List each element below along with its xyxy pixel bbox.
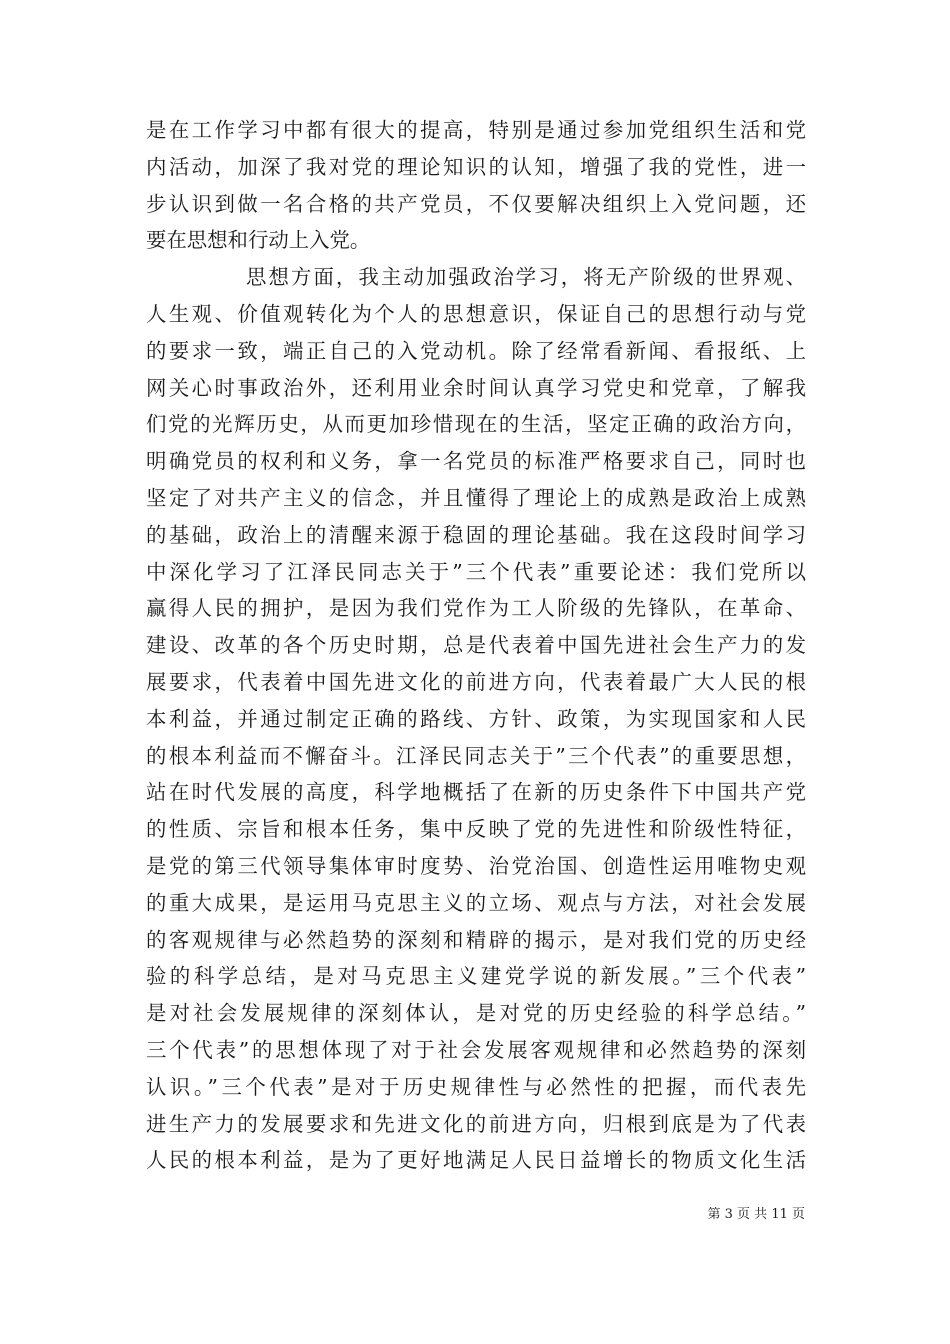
text-line: 明确党员的权利和义务，拿一名党员的标准严格要求自己，同时也 — [146, 449, 806, 474]
text-line: 三个代表”的思想体现了对于社会发展客观规律和必然趋势的深刻 — [146, 1037, 806, 1062]
text-line: 的重大成果，是运用马克思主义的立场、观点与方法，对社会发展 — [146, 890, 806, 915]
text-line: 进生产力的发展要求和先进文化的前进方向，归根到底是为了代表 — [146, 1111, 806, 1136]
text-line: 中深化学习了江泽民同志关于”三个代表”重要论述：我们党所以 — [146, 559, 806, 584]
text-line: 的性质、宗旨和根本任务，集中反映了党的先进性和阶级性特征， — [146, 817, 806, 842]
paragraph-first-line: 思想方面，我主动加强政治学习，将无产阶级的世界观、 — [246, 265, 806, 290]
text-line: 是党的第三代领导集体审时度势、治党治国、创造性运用唯物史观 — [146, 853, 806, 878]
text-line: 站在时代发展的高度，科学地概括了在新的历史条件下中国共产党 — [146, 780, 806, 805]
text-line: 要在思想和行动上入党。 — [146, 228, 371, 253]
text-line: 网关心时事政治外，还利用业余时间认真学习党史和党章，了解我 — [146, 375, 806, 400]
text-line: 人民的根本利益，是为了更好地满足人民日益增长的物质文化生活 — [146, 1148, 806, 1173]
text-line: 展要求，代表着中国先进文化的前进方向，代表着最广大人民的根 — [146, 669, 806, 694]
text-line: 们党的光辉历史，从而更加珍惜现在的生活，坚定正确的政治方向， — [146, 412, 806, 437]
text-line: 的客观规律与必然趋势的深刻和精辟的揭示，是对我们党的历史经 — [146, 927, 806, 952]
text-line: 验的科学总结，是对马克思主义建党学说的新发展。”三个代表” — [146, 964, 806, 989]
text-line: 步认识到做一名合格的共产党员，不仅要解决组织上入党问题，还 — [146, 191, 806, 216]
text-line: 人生观、价值观转化为个人的思想意识，保证自己的思想行动与党 — [146, 301, 806, 326]
text-line: 坚定了对共产主义的信念，并且懂得了理论上的成熟是政治上成熟 — [146, 485, 806, 510]
page-number: 第 3 页 共 11 页 — [707, 1207, 805, 1222]
text-line: 赢得人民的拥护，是因为我们党作为工人阶级的先锋队，在革命、 — [146, 596, 806, 621]
text-line: 认识。”三个代表”是对于历史规律性与必然性的把握，而代表先 — [146, 1074, 806, 1099]
text-line: 是对社会发展规律的深刻体认，是对党的历史经验的科学总结。” — [146, 1001, 806, 1026]
text-line: 是在工作学习中都有很大的提高，特别是通过参加党组织生活和党 — [146, 118, 806, 142]
text-line: 的要求一致，端正自己的入党动机。除了经常看新闻、看报纸、上 — [146, 338, 806, 363]
text-line: 本利益，并通过制定正确的路线、方针、政策，为实现国家和人民 — [146, 706, 806, 731]
text-line: 的根本利益而不懈奋斗。江泽民同志关于”三个代表”的重要思想， — [146, 743, 806, 768]
text-line: 内活动，加深了我对党的理论知识的认知，增强了我的党性，进一 — [146, 154, 806, 179]
text-line: 的基础，政治上的清醒来源于稳固的理论基础。我在这段时间学习 — [146, 522, 806, 547]
page-footer — [0, 1203, 950, 1222]
text-line: 建设、改革的各个历史时期，总是代表着中国先进社会生产力的发 — [146, 633, 806, 658]
document-body — [146, 112, 806, 1179]
